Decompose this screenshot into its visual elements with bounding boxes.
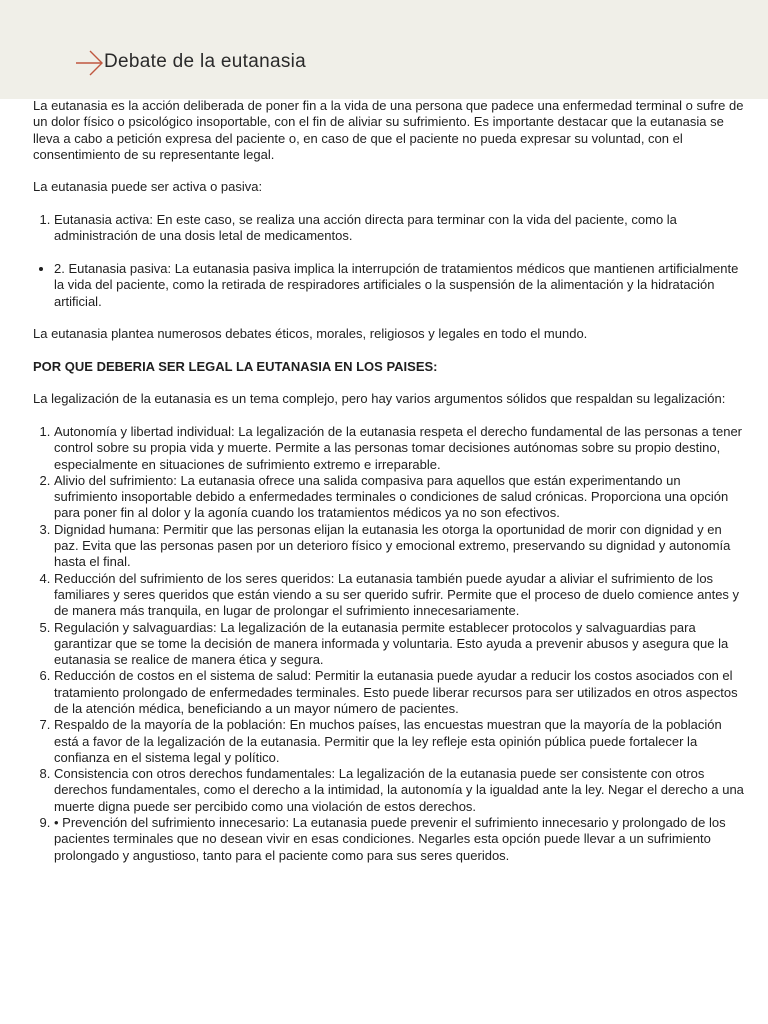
list-item: 5. Regulación y salvaguardias: La legalización de la eutanasia permite establecer protocolos y salvaguardias para garantizar que se tome la decisión de manera informada y voluntaria. Esto ayuda a prevenir abusos y asegura que la eutanasia se realice de manera ética y segura. bbox=[54, 620, 745, 669]
arrow-right-icon bbox=[76, 50, 104, 76]
header-band bbox=[0, 0, 768, 99]
types-list bbox=[33, 212, 745, 245]
arguments-list bbox=[33, 424, 745, 864]
legal-intro-paragraph: La legalización de la eutanasia es un tema complejo, pero hay varios argumentos sólidos que respaldan su legalización: bbox=[33, 391, 726, 407]
list-item: 6. Reducción de costos en el sistema de salud: Permitir la eutanasia puede ayudar a reducir los costos asociados con el tratamiento prolongado de enfermedades terminales. Esto puede liberar recursos para ser utilizados en otros aspectos de la atención médica, beneficiando a un mayor número de pacientes. bbox=[54, 668, 745, 717]
section-heading: POR QUE DEBERIA SER LEGAL LA EUTANASIA EN LOS PAISES: bbox=[33, 358, 438, 374]
list-item: 3. Dignidad humana: Permitir que las personas elijan la eutanasia les otorga la oportunidad de morir con dignidad y en paz. Evita que las personas pasen por un deterioro físico y emocional extremo, preservando su dignidad y autonomía hasta el final. bbox=[54, 522, 745, 571]
page-title: Debate de la eutanasia bbox=[104, 51, 307, 72]
list-item: 1. Autonomía y libertad individual: La legalización de la eutanasia respeta el derecho fundamental de las personas a tener control sobre su propia vida y muerte. Permite a las personas tomar decisiones autónomas sobre su propio destino, especialmente en situaciones de sufrimiento extremo e irreparable. bbox=[54, 424, 745, 473]
list-item: 8. Consistencia con otros derechos fundamentales: La legalización de la eutanasia puede ser consistente con otros derechos fundamentales, como el derecho a la intimidad, la autonomía y la igualdad ante la ley. Negar el derecho a una muerte digna puede ser percibido como una violación de estos derechos. bbox=[54, 766, 745, 815]
list-item-passive: • 2. Eutanasia pasiva: La eutanasia pasiva implica la interrupción de tratamientos médicos que mantienen artificialmente la vida del paciente, como la retirada de respiradores artificiales o la suspensión de la alimentación y la hidratación artificial. bbox=[54, 261, 745, 310]
list-item: 7. Respaldo de la mayoría de la población: En muchos países, las encuestas muestran que la mayoría de la población está a favor de la legalización de la eutanasia. Permitir que la ley refleje esta opinión pública puede fortalecer la confianza en el sistema legal y político. bbox=[54, 717, 745, 766]
intro-paragraph: La eutanasia es la acción deliberada de poner fin a la vida de una persona que padece una enfermedad terminal o sufre de un dolor físico o psicológico insoportable, con el fin de aliviar su sufrimiento. Es importante destacar que la eutanasia se lleva a cabo a petición expresa del paciente o, en caso de que el paciente no pueda expresar su voluntad, con el consentimiento de su representante legal. bbox=[33, 98, 744, 162]
list-item: 9. • Prevención del sufrimiento innecesario: La eutanasia puede prevenir el sufrimiento innecesario y prolongado de los pacientes terminales que no desean vivir en esas condiciones. Negarles esta opción puede llevar a un sufrimiento prolongado y angustioso, tanto para el paciente como para sus seres queridos. bbox=[54, 815, 745, 864]
types-bullet-list bbox=[33, 261, 745, 310]
list-item: 4. Reducción del sufrimiento de los seres queridos: La eutanasia también puede ayudar a aliviar el sufrimiento de los familiares y seres queridos que están viendo a su ser querido sufrir. Permite que el proceso de duelo comience antes y de manera más tranquila, en lugar de prolongar el sufrimiento innecesariamente. bbox=[54, 571, 745, 620]
list-item-active: 1. Eutanasia activa: En este caso, se realiza una acción directa para terminar con la vida del paciente, como la administración de una dosis letal de medicamentos. bbox=[54, 212, 745, 245]
types-intro-paragraph: La eutanasia puede ser activa o pasiva: bbox=[33, 179, 263, 195]
debates-paragraph: La eutanasia plantea numerosos debates éticos, morales, religiosos y legales en todo el mundo. bbox=[33, 326, 588, 342]
document-body bbox=[33, 98, 745, 880]
list-item: 2. Alivio del sufrimiento: La eutanasia ofrece una salida compasiva para aquellos que están experimentando un sufrimiento insoportable debido a enfermedades terminales o condiciones de salud crónicas. Proporciona una opción para poner fin al dolor y la agonía cuando los tratamientos médicos ya no son efectivos. bbox=[54, 473, 745, 522]
